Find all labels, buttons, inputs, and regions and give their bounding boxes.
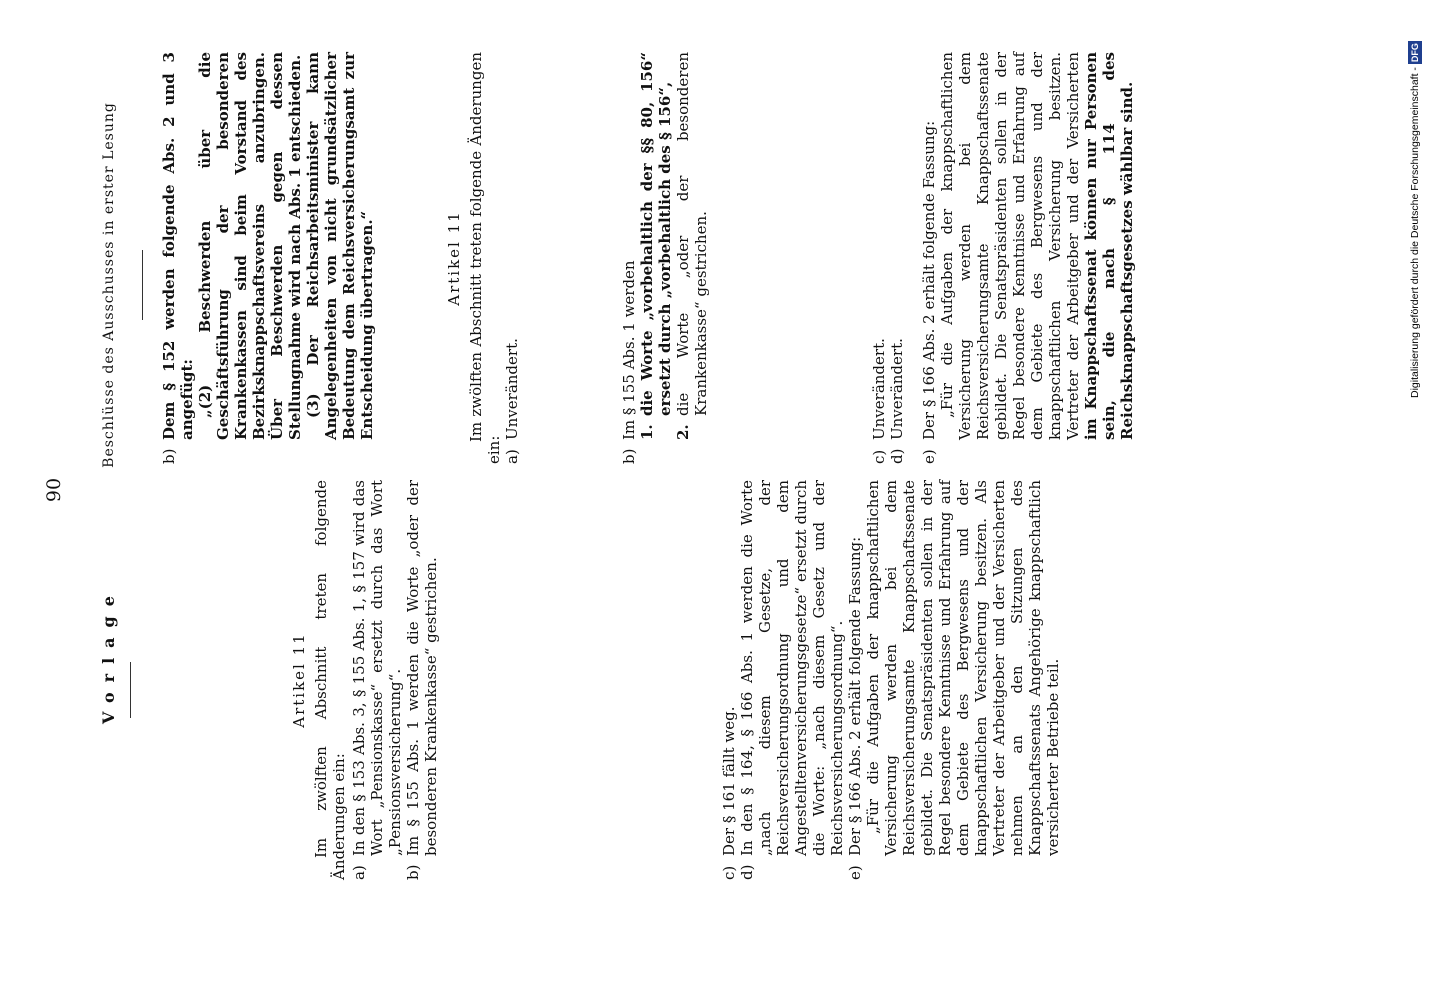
left-item-b	[404, 480, 440, 880]
item-text: In den § 153 Abs. 3, § 155 Abs. 1, § 157 wird das Wort „Pensionskasse“ ersetzt durch das Wort „Pensionsversicherung“.	[350, 480, 404, 856]
item-text: Der § 166 Abs. 2 erhält folgende Fassung:	[846, 536, 864, 856]
left-item-a	[350, 480, 404, 880]
right-item-b	[620, 52, 638, 464]
left-artikel-title: Artikel 11	[290, 632, 308, 728]
left-e-body: „Für die Aufgaben der knappschaftlichen Versicherung werden bei dem Reichsversicherungsamte Knappschaftssenate gebildet. Die Senatspräsidenten sollen in der Regel besondere Kenntnisse und Erfahrung auf dem Gebiete des Bergwesens und der knappschaftlichen Versicherung besitzen. Als Vertreter der Arbeitgeber und der Versicherten nehmen an den Sitzungen des Knappschaftssenats Angehörige knappschaftlich versicherter Betriebe teil.	[864, 480, 1062, 856]
right-artikel-block	[445, 52, 521, 464]
dfg-credit-text	[1408, 18, 1422, 398]
item-text: In den § 164, § 166 Abs. 1 werden die Worte „nach diesem Gesetze, der Reichsversicherungsordnung und dem Angestelltenversicherungsgesetze“ ersetzt durch die Worte: „nach diesem Gesetz und der Reichsversicherungsordnung“.	[738, 480, 846, 856]
item-label: d)	[738, 864, 756, 880]
left-intro: Im zwölften Abschnitt treten folgende Änderungen ein:	[312, 480, 348, 880]
item-label: d)	[888, 448, 906, 464]
item-text: Der § 161 fällt weg.	[720, 706, 738, 856]
right-header-rule	[142, 250, 143, 320]
left-item-e	[846, 480, 864, 880]
right-item-d	[888, 52, 906, 464]
item-label: c)	[720, 865, 738, 880]
item-text: Dem § 152 werden folgende Abs. 2 und 3 angefügt:	[160, 52, 196, 440]
item-label: 1.	[638, 424, 656, 440]
credit-line: Digitalisierung gefördert durch die Deutsche Forschungsgemeinschaft -	[1409, 67, 1421, 398]
right-e-body	[938, 52, 1136, 440]
right-item-b152	[160, 52, 196, 464]
item-label: e)	[920, 449, 938, 464]
item-label: a)	[350, 865, 368, 880]
dfg-credit	[1408, 8, 1426, 398]
item-text: Im § 155 Abs. 1 werden	[620, 260, 638, 440]
item-label: b)	[404, 864, 422, 880]
right-intro: Im zwölften Abschnitt treten folgende Änderungen ein:	[467, 52, 503, 464]
right-e-body-regular: „Für die Aufgaben der knappschaftlichen Versicherung werden bei dem Reichsversicherungsamte Knappschaftssenate gebildet. Die Senatspräsidenten sollen in der Regel besondere Kenntnisse und Erfahrung auf dem Gebiete des Bergwesens und der knappschaftlichen Versicherung besitzen. Vertreter der Arbeitgeber und der Versicherten	[938, 52, 1082, 440]
item-text: Unverändert.	[888, 338, 906, 440]
item-label: c)	[870, 449, 888, 464]
right-item-c	[870, 52, 888, 464]
right-b152-block	[160, 52, 376, 464]
right-b-sub-1	[638, 52, 674, 440]
item-text: Unverändert.	[870, 338, 888, 440]
right-e-body-bold: im Knappschaftssenat können nur Personen sein, die nach § 114 des Reichsknappschaftsgesetzes wählbar sind.	[1082, 52, 1136, 440]
left-artikel-block	[290, 480, 440, 880]
right-later-block	[870, 52, 1136, 464]
left-item-d	[738, 480, 846, 880]
right-b-sub-2	[674, 52, 710, 440]
item-label: 2.	[674, 424, 692, 440]
left-column-header: Vorlage	[99, 586, 118, 724]
right-artikel-title: Artikel 11	[445, 210, 463, 306]
right-column-header: Beschlüsse des Ausschusses in erster Lesung	[101, 102, 117, 468]
item-label: b)	[620, 448, 638, 464]
item-label: a)	[503, 449, 521, 464]
item-text: Im § 155 Abs. 1 werden die Worte „oder der besonderen Krankenkasse“ gestrichen.	[404, 480, 440, 856]
left-item-c	[720, 480, 738, 880]
left-later-block	[720, 480, 1062, 880]
item-text: die Worte „vorbehaltlich der §§ 80, 156“ ersetzt durch „vorbehaltlich des § 156“,	[638, 52, 674, 416]
left-header-rule	[130, 662, 131, 718]
right-item-e	[920, 52, 938, 464]
item-label: b)	[160, 448, 178, 464]
item-label: e)	[846, 865, 864, 880]
page-number: 90	[43, 477, 65, 503]
right-abs2: „(2) Beschwerden über die Geschäftsführung der besonderen Krankenkassen sind beim Vorstand des Bezirksknappschaftsvereins anzubringen. Über Beschwerden gegen dessen Stellungnahme wird nach Abs. 1 entschieden.	[196, 52, 304, 440]
item-text: Unverändert.	[503, 338, 521, 440]
item-text: Der § 166 Abs. 2 erhält folgende Fassung:	[920, 120, 938, 440]
dfg-logo-badge: DFG	[1410, 43, 1420, 63]
item-text: die Worte „oder der besonderen Krankenkasse“ gestrichen.	[674, 52, 710, 416]
right-abs3: (3) Der Reichsarbeitsminister kann Angelegenheiten von nicht grundsätzlicher Bedeutung dem Reichsversicherungsamt zur Entscheidung übertragen.“	[304, 52, 376, 440]
right-b-block	[620, 52, 710, 464]
right-item-a	[503, 52, 521, 464]
